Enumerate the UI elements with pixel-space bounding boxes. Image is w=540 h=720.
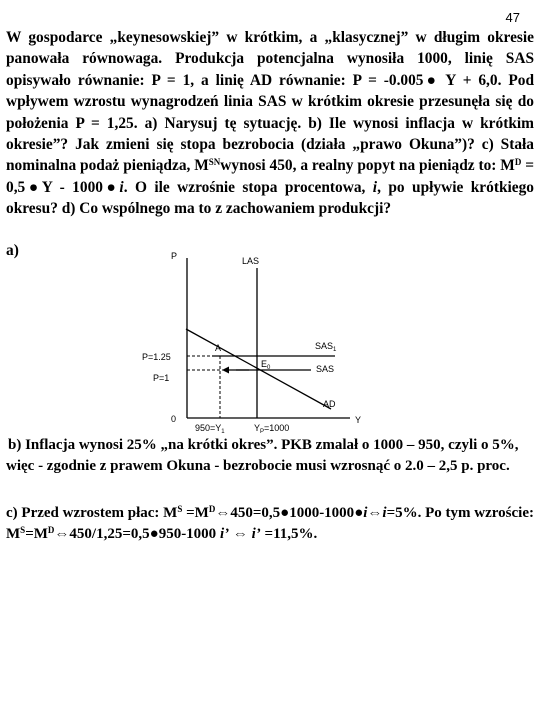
superscript: SN [208,157,221,168]
superscript: S [20,524,26,535]
answer-b: b) Inflacja wynosi 25% „na krótki okres”. PKB zmalał o 1000 – 950, czyli o 5%, więc - zgodnie z prawem Okuna - bezrobocie musi wzrosnąć o 2.0 – 2,5 p. proc. [6,437,519,474]
equivalence-icon: ⇔ [232,525,248,542]
arrow-head-icon [222,367,229,374]
ad-label: AD [323,399,336,409]
equivalence-icon: ⇔ [215,505,231,521]
answer-text: =5%. Po tym wzroście: M [6,505,534,542]
answer-text: c) Przed wzrostem płac: M [6,505,178,521]
problem-text: wynosi 450, a realny popyt na pieniądz to: M [220,157,515,175]
answer-text: =11,5%. [260,525,318,542]
p1-label: P=1 [153,373,170,383]
point-a-label: A [215,343,222,353]
equivalence-icon: ⇔ [54,525,70,542]
point-e-label: $E_0$ [261,359,271,371]
answer-c [6,503,534,544]
interest-rate-symbol: i [372,178,378,196]
problem-text: . O ile wzrośnie stopa procentowa, [123,178,373,196]
superscript: D [514,157,522,168]
part-a-label: a) [6,242,19,259]
superscript: D [47,524,55,535]
answer-text: =M [25,525,48,542]
ad-line [186,329,331,409]
answer-text: =M [182,505,209,521]
y-axis-label: Y [355,415,362,425]
problem-text: Y + 6,0. Pod wpływem wzrostu wynagrodzeń linia SAS w krótkim okresie przesunęła się do położenia P = 1,25. a) Narysuj tę sytuację. b) Ile wynosi inflacja w krótkim okresie”? Jak zmieni się stopa bezrobocia (działa „prawo Okuna”)? c) Stała nominalna podaż pieniądza, M [6,71,535,175]
superscript: D [208,504,216,514]
interest-rate-symbol: i [382,505,387,521]
superscript: S [177,504,183,514]
bullet-icon: ● [149,525,159,542]
las-label: LAS [242,256,260,266]
interest-rate-symbol: i [363,505,368,521]
problem-text: Y - 1000 [41,178,103,196]
sas1-label: $SAS_1$ [315,341,337,353]
answer-text: 950-1000 [158,525,217,542]
interest-rate-symbol: i’ [219,525,230,542]
p125-label: P=1.25 [142,352,171,362]
page-number: 47 [505,10,520,25]
problem-statement [6,27,534,220]
yp-tick-label: $Y_P=1000$ [254,423,290,435]
equivalence-icon: ⇔ [367,505,383,521]
bullet-icon: ● [102,178,120,196]
origin-label: 0 [171,414,177,424]
answer-text: 450=0,5 [230,505,281,521]
bullet-icon: ● [354,505,364,521]
interest-rate-symbol: i [119,178,124,196]
problem-text: , po upływie krótkiego okresu? d) Co wspólnego ma to z zachowaniem produkcji? [6,178,535,218]
sas-label: SAS [316,364,335,374]
bullet-icon: ● [423,71,439,89]
economics-graph [0,245,540,435]
y1-tick-label: $950=Y_1$ [195,423,225,435]
answer-text: 1000-1000 [289,505,355,521]
bullet-icon: ● [280,505,290,521]
interest-rate-symbol: i’ [251,525,261,542]
problem-text: W gospodarce „keynesowskiej” w krótkim, a „klasycznej” w długim okresie panowała równowaga. Produkcja potencjalna wynosiła 1000, linię SAS opisywało równanie: P = 1, a linię AD równanie: P = -0.005 [6,29,534,89]
bullet-icon: ● [25,178,42,196]
p-axis-label: P [171,251,178,261]
problem-text: = 0,5 [6,157,534,196]
answer-text: 450/1,25=0,5 [69,525,150,542]
